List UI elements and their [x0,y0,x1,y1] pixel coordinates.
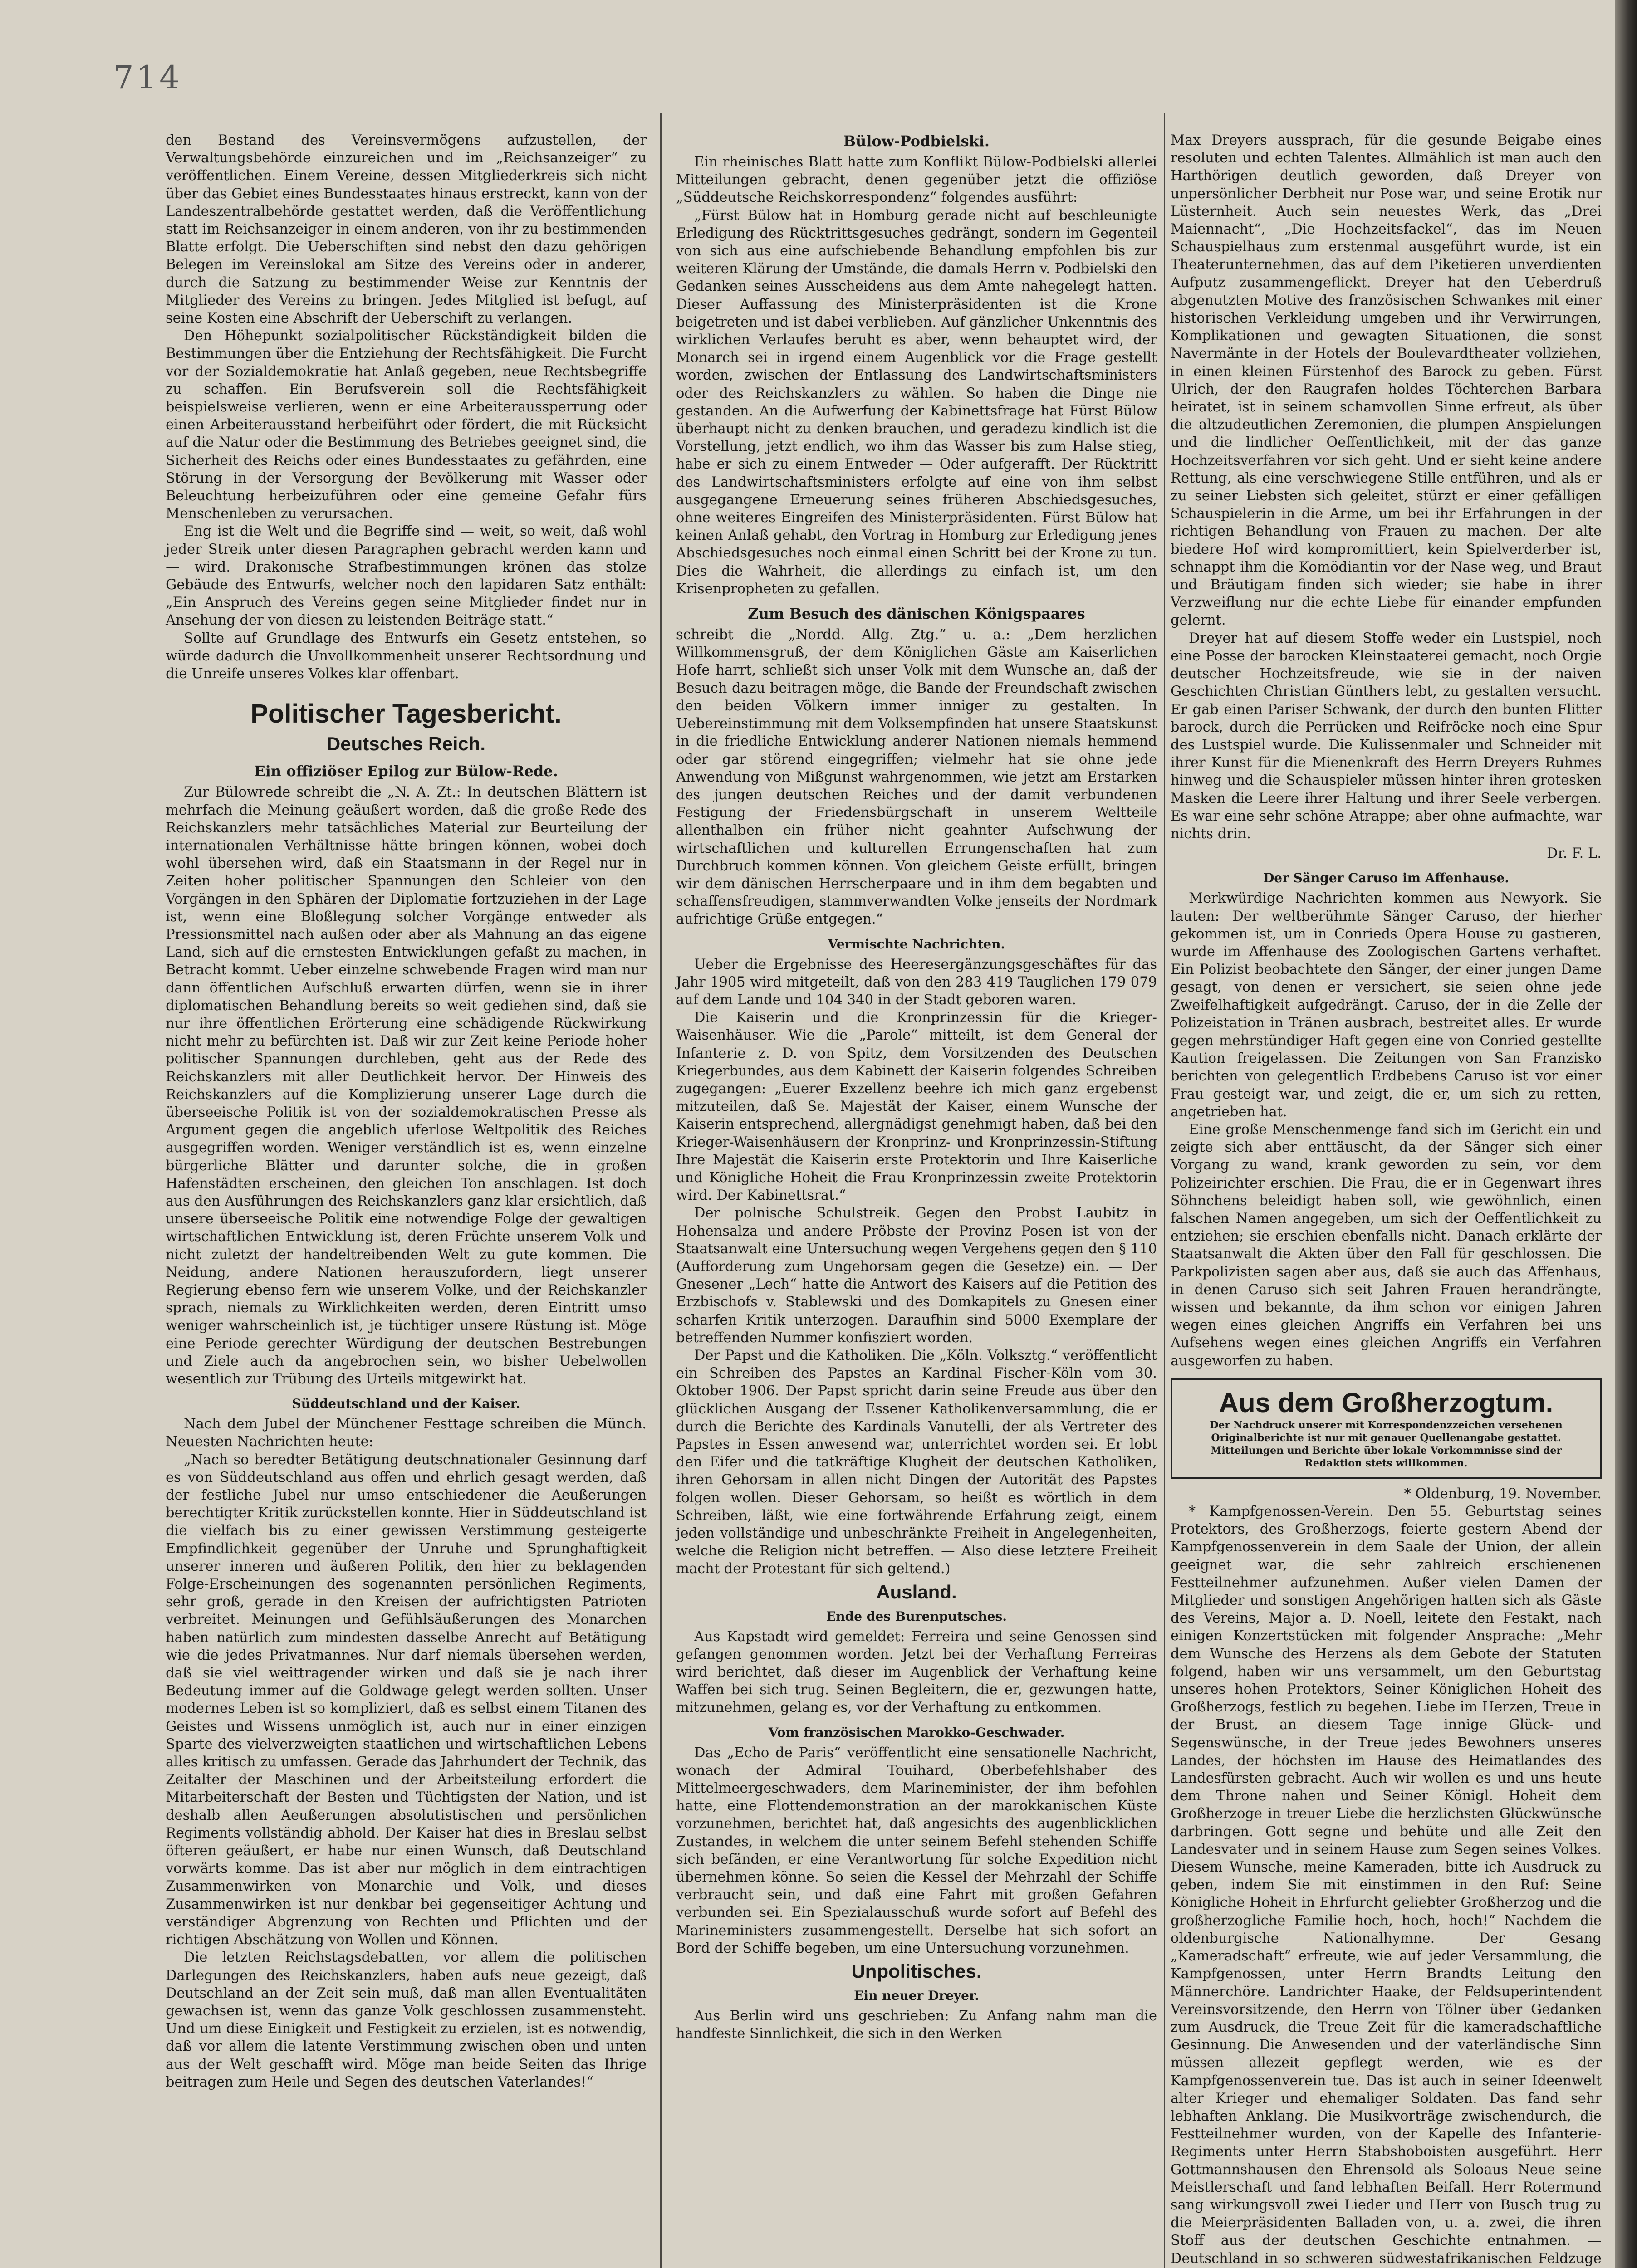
section-box [1171,1378,1602,1479]
section-heading: Ausland. [876,1581,957,1603]
article-paragraph: schreibt die „Nordd. Allg. Ztg.“ u. a.: „Dem herzlichen Willkommensgruß, der dem Königlichen Gäste am Kaiserlichen Hofe harrt, schließt sich unser Volk mit dem Wunsche an, daß der Besuch dazu beitragen möge, die Bande der Freundschaft zwischen den beiden Völkern immer inniger zu gestalten. In Uebereinstimmung mit dem Volksempfinden hat unsere Staatskunst in die friedliche Entwicklung anderer Nationen niemals hemmend oder gar störend eingegriffen; vielmehr hat sie ohne jede Anwendung von Mißgunst wahrgenommen, wie jetzt am Erstarken des jungen deutschen Reiches und der damit verbundenen Festigung der Friedensbürgschaft in unserem Weltteile allenthalben ein früher nicht geahnter Aufschwung der wirtschaftlichen und kulturellen Errungenschaften hat zum Durchbruch kommen können. Von gleichem Geiste erfüllt, bringen wir dem dänischen Herrscherpaare und in ihm dem begabten und schaffensfreudigen, stammverwandten Volke jenseits der Nordmark aufrichtige Grüße entgegen.“ [676,627,1157,928]
column-2 [676,132,1157,2043]
section-subheading: Deutsches Reich. [326,733,486,755]
article-paragraph: * Kampfgenossen-Verein. Den 55. Geburtstag seines Protektors, des Großherzogs, feierte gestern Abend der Kampfgenossenverein in dem Saale der Union, der allein geeignet war, die sehr zahlreich erschienenen Festteilnehmer aufzunehmen. Außer vielen Damen der Mitglieder und sonstigen Angehörigen hatten sich als Gäste des Vereins, Major a. D. Noell, leitete den Festakt, nach einigen Konzertstücken mit folgender Ansprache: „Mehr dem Wunsche des Herzens als dem Gebote der Statuten folgend, haben wir uns versammelt, um den Geburtstag unseres hohen Protektors, Seiner Königlichen Hoheit des Großherzogs, festlich zu begehen. Liebe im Herzen, Treue in der Brust, an diesem Tage innige Glück- und Segenswünsche, in der Treue jedes Bewohners unseres Landes, der höchsten im Hause des Heimatlandes des Landesfürsten gebracht. Auch wir wollen es und uns heute dem Throne nahen und Seiner Königl. Hoheit dem Großherzoge in treuer Liebe die herzlichsten Glückwünsche darbringen. Gott segne und behüte und alle Zeit den Landesvater und in seinem Hause zum Segen seines Volkes. Diesem Wunsche, meine Kameraden, bitte ich Ausdruck zu geben, indem Sie mit einstimmen in den Ruf: Seine Königliche Hoheit in Ehrfurcht geliebter Großherzog und die großherzogliche Familie hoch, hoch, hoch!“ Nachdem die oldenburgische Nationalhymne. Der Gesang „Kameradschaft“ erfreute, wie auf jeder Versammlung, die Kampfgenossen, unter Herrn Brandts Leitung den Männerchöre. Landrichter Haake, der Feldsuperintendent Vereinsvorsitzende, den Herrn von Tölner über Gedanken zum Ausdruck, die Treue Zeit für die kameradschaftliche Gesinnung. Die Anwesenden und der vaterländische Sinn müssen allezeit gepflegt werden, wie es der Kampfgenossenverein tue. Das ist auch in seiner Ideenwelt alter Krieger und ehemaliger Soldaten. Das fand sehr lebhaften Anklang. Die Musikvorträge zwischendurch, die Festteilnehmer wurden, von der Kapelle des Infanterie-Regiments unter Herrn Stabshoboisten ausgeführt. Herr Gottmannshausen den Ehrensold als Soloaus Neue seine Meistlerschaft und fand lebhaften Beifall. Herr Rotermund sang wirkungsvoll zwei Lieder und Herr von Busch trug zu die Meierpräsidenten Balladen von, u. a. zwei, die ihren Stoff aus der deutschen Geschichte entnahmen. — Deutschland in so schweren südwestafrikanischen Feldzuge [1171,1504,1602,2267]
column-1 [166,132,647,2091]
article-paragraph: Max Dreyers aussprach, für die gesunde Beigabe eines resoluten und echten Talentes. Allmählich ist man auch den Harthörigen deutlich geworden, daß Dreyer von unpersönlicher Derbheit nur Pose war, und seine Erotik nur Lüsternheit. Auch sein neuestes Werk, das „Drei Maiennacht“, „Die Hochzeitsfackel“, das im Neuen Schauspielhaus zum erstenmal ausgeführt wurde, ist ein Theaterunternehmen, das auf dem Piketieren unverdienten Aufputz zusammengeflickt. Dreyer hat den Ueberdruß abgenutzten Motive des französischen Schwankes mit einer historischen Verkleidung umgeben und ihr Verwirrungen, Komplikationen und gewagten Situationen, die sonst Navermänte in der Hotels der Boulevardtheater vollziehen, in einen kleinen Fürstenhof des Barock zu geben. Fürst Ulrich, der den Raugrafen holdes Töchterchen Barbara heiratet, ist in seinem schamvollen Sinne erfreut, als über die altzudeutlichen Zeremonien, die plumpen Anspielungen und die lindlicher Oeffentlichkeit, mit der das ganze Hochzeitsverfahren vor sich geht. Und er sieht keine andere Rettung, als eine verschwiegene Stille entführen, und als er zu seiner Liebsten sich geleitet, stürzt er einer gefälligen Schauspielerin in die Arme, um bei ihr Erfahrungen in der richtigen Behandlung von Frauen zu machen. Der alte biedere Hof wird kompromittiert, kein Spielverderber ist, schnappt ihm die Komödiantin vor der Nase weg, und Braut und Bräutigam finden sich wieder; sie habe in ihrer Verzweiflung nur die echte Liebe für einander empfunden gelernt. [1171,132,1602,629]
article-paragraph: Das „Echo de Paris“ veröffentlicht eine sensationelle Nachricht, wonach der Admiral Touihard, Oberbefehlshaber des Mittelmeergeschwaders, dem Marineminister, der ihm befohlen hatte, eine Flottendemonstration an der marokkanischen Küste vorzunehmen, berichtet hat, daß angesichts des augenblicklichen Zustandes, in welchem die unter seinem Befehl stehenden Schiffe sich befänden, er eine Verantwortung für solche Expedition nicht übernehmen könne. So seien die Kessel der Mehrzahl der Schiffe verbraucht sein, und daß eine Fahrt mit großen Gefahren verbunden sei. Ein Spezialausschuß wurde sofort auf Befehl des Marineministers zusammengestellt. Derselbe hat sich sofort an Bord der Schiffe begeben, um eine Untersuchung vorzunehmen. [676,1745,1157,1956]
article-paragraph: Den Höhepunkt sozialpolitischer Rückständigkeit bilden die Bestimmungen über die Entziehung der Rechtsfähigkeit. Die Furcht vor der Sozialdemokratie hat Anlaß gegeben, neue Rechtsbegriffe zu schaffen. Ein Berufsverein soll die Rechtsfähigkeit beispielsweise verlieren, wenn er eine Arbeiteraussperrung oder einen Arbeiterausstand herbeiführt oder fördert, die mit Rücksicht auf die Natur oder die Bestimmung des Betriebes geeignet sind, die Sicherheit des Reichs oder eines Bundesstaates zu gefährden, eine Störung in der Versorgung der Bevölkerung mit Wasser oder Beleuchtung herbeizuführen oder eine gemeine Gefahr fürs Menschenleben zu verursachen. [166,328,647,522]
article-paragraph: Die letzten Reichstagsdebatten, vor allem die politischen Darlegungen des Reichskanzlers, haben aufs neue gezeigt, daß Deutschland an der Zeit sein muß, daß man allen Eventualitäten gewachsen ist, wenn das ganze Volk geschlossen zusammensteht. Und um diese Einigkeit und Festigkeit zu erzielen, ist es notwendig, daß vor allem die latente Verstimmung zwischen oben und unten aus der Welt geschafft wird. Möge man beide Seiten das Ihrige beitragen zum Heile und Segen des deutschen Vaterlandes!“ [166,1950,647,2090]
article-paragraph: Eng ist die Welt und die Begriffe sind — weit, so weit, daß wohl jeder Streik unter diesen Paragraphen gebracht werden kann und — wird. Drakonische Strafbestimmungen krönen das stolze Gebäude des Entwurfs, welcher noch den lapidaren Satz enthält: „Ein Anspruch des Vereins gegen seine Mitglieder findet nur in Ansehung der von diesen zu leistenden Beiträge statt.“ [166,523,647,629]
article-paragraph: Der Papst und die Katholiken. Die „Köln. Volksztg.“ veröffentlicht ein Schreiben des Papstes an Kardinal Fischer-Köln vom 30. Oktober 1906. Der Papst spricht darin seine Freude aus über den glücklichen Ausgang der Essener Katholikenversammlung, die er durch die Berichte des Kardinals Vanutelli, der als Vertreter des Papstes in Essen anwesend war, unterrichtet worden sei. Er lobt den Eifer und die tatkräftige Klugheit der deutschen Katholiken, ihren Gehorsam in allen nicht Dingen der Autorität des Papstes folgen wollen. Dieser Gehorsam, so heißt es wörtlich in dem Schreiben, läßt, wie eine fortwährende Erfahrung zeigt, einem jeden vollständige und unbeschränkte Freiheit in Angelegenheiten, welche die Religion nicht betreffen. — Also diese letztere Freiheit macht der Protestant für sich geltend.) [676,1348,1157,1577]
author-signature: Dr. F. L. [1547,846,1602,862]
article-paragraph: Sollte auf Grundlage des Entwurfs ein Gesetz entstehen, so würde dadurch die Unvollkommenheit unserer Rechtsordnung und die Unreife unseres Volkes klar offenbart. [166,630,647,682]
article-paragraph: „Fürst Bülow hat in Homburg gerade nicht auf beschleunigte Erledigung des Rücktrittsgesuches gedrängt, sondern im Gegenteil von sich aus eine aufschiebende Behandlung empfohlen bis zur weiteren Klärung der Umstände, die damals Herrn v. Podbielski den Gedanken seines Ausscheidens aus dem Amte nahegelegt hatten. Dieser Auffassung des Ministerpräsidenten ist die Krone beigetreten und ist dabei verblieben. Auf gänzlicher Unkenntnis des wirklichen Verlaufes beruht es aber, wenn behauptet wird, der Monarch sei in irgend einem Augenblick vor die Frage gestellt worden, zwischen der Entlassung des Landwirtschaftsministers oder des Reichskanzlers zu wählen. So haben die Dinge nie gestanden. An die Aufwerfung der Kabinettsfrage hat Fürst Bülow überhaupt nicht zu denken brauchen, und geradezu kindlich ist die Vorstellung, jetzt endlich, wo ihm das Wasser bis zum Halse stieg, habe er sich zu einem Entweder — Oder aufgerafft. Der Rücktritt des Landwirtschaftsministers erfolgte auf eine von ihm selbst ausgegangene Erneuerung seines früheren Abschiedsgesuches, ohne weiteres Eingreifen des Ministerpräsidenten. Fürst Bülow hat keinen Anlaß gehabt, den Vortrag in Homburg zur Erledigung jenes Abschiedsgesuches noch einmal einen Schritt bei der Krone zu tun. Dies die Wahrheit, die allerdings zu einfach ist, um den Krisenpropheten zu gefallen. [676,207,1157,597]
article-paragraph: Aus Berlin wird uns geschrieben: Zu Anfang nahm man die handfeste Sinnlichkeit, die sich in den Werken [676,2008,1157,2042]
article-paragraph: Ueber die Ergebnisse des Heeresergänzungsgeschäftes für das Jahr 1905 wird mitgeteilt, daß von den 283 419 Tauglichen 179 079 auf dem Lande und 104 340 in der Stadt geboren waren. [676,956,1157,1008]
book-spine [1615,0,1637,2268]
article-paragraph: Aus Kapstadt wird gemeldet: Ferreira und seine Genossen sind gefangen genommen worden. Jetzt bei der Verhaftung Ferreiras wird berichtet, daß dieser im Augenblick der Verhaftung keine Waffen bei sich trug. Seinen Begleitern, die er, gezwungen hatte, mitzunehmen, gelang es, vor der Verhaftung zu entkommen. [676,1628,1157,1716]
article-heading: Vom französischen Marokko-Geschwader. [768,1725,1065,1740]
article-heading: Der Sänger Caruso im Affenhause. [1263,870,1509,886]
article-paragraph: Die Kaiserin und die Kronprinzessin für die Krieger-Waisenhäuser. Wie die „Parole“ mitteilt, ist dem General der Infanterie z. D. von Spitz, dem Vorsitzenden des Deutschen Kriegerbundes, aus dem Kabinett der Kaiserin folgendes Schreiben zugegangen: „Euerer Exzellenz beehre ich mich ganz ergebenst mitzuteilen, daß Se. Majestät der Kaiser, einem Wunsche der Kaiserin entsprechend, allergnädigst genehmigt haben, daß bei den Krieger-Waisenhäusern der Kronprinz- und Kronprinzessin-Stiftung Ihre Majestät die Kaiserin erste Protektorin und Ihre Kaiserliche und Königliche Hoheit die Frau Kronprinzessin zweite Protektorin wird. Der Kabinettsrat.“ [676,1010,1157,1204]
section-box-title: Aus dem Großherzogtum. [1219,1387,1554,1418]
article-paragraph: „Nach so beredter Betätigung deutschnationaler Gesinnung darf es von Süddeutschland aus offen und ehrlich gesagt werden, daß der festliche Jubel nur umso entschiedener die Aeußerungen berechtigter Kritik zurückstellen konnte. Hier in Süddeutschland ist die vielfach bis zu einer gewissen Verstimmung gesteigerte Empfindlichkeit gegenüber der Unruhe und Sprunghaftigkeit unserer inneren und äußeren Politik, den hier zu beklagenden Folge-Erscheinungen des sogenannten persönlichen Regiments, sehr groß, gerade in den Kreisen der aufrichtigsten Patrioten verbreitet. Meinungen und Gefühlsäußerungen des Monarchen haben natürlich zum mindesten dasselbe Anrecht auf Betätigung wie die jedes Privatmannes. Nur darf niemals übersehen werden, daß sie viel weittragender wirken und daß sie je nach ihrer Bedeutung immer auf die Goldwage gelegt werden sollten. Unser modernes Leben ist so kompliziert, daß es selbst einem Titanen des Geistes und Wissens unmöglich ist, auch nur in einer einzigen Sparte des vielverzweigten staatlichen und wirtschaftlichen Lebens alles kritisch zu umfassen. Gerade das Jahrhundert der Technik, das Zeitalter der Maschinen und der Arbeitsteilung erfordert die Mitarbeiterschaft der Besten und Tüchtigsten der Nation, und ist deshalb allen Aeußerungen absolutistischen und persönlichen Regiments vollständig abhold. Der Kaiser hat dies in Breslau selbst öfteren geäußert, er habe nur einen Wunsch, daß Deutschland vorwärts komme. Das ist aber nur möglich in dem eintrachtigen Zusammenwirken von Monarchie und Volk, und dieses Zusammenwirken ist nur denkbar bei gegenseitiger Achtung und verständiger Abgrenzung von Rechten und Pflichten und der richtigen Abschätzung von Wollen und Können. [166,1452,647,1948]
article-heading: Ende des Burenputsches. [826,1608,1007,1624]
article-paragraph: Zur Bülowrede schreibt die „N. A. Zt.: In deutschen Blättern ist mehrfach die Meinung geäußert worden, daß die große Rede des Reichskanzlers mehr tatsächliches Material zur Beurteilung der internationalen Verhältnisse hätte bringen können, wobei doch wohl übersehen wird, daß ein Staatsmann in der Regel nur in Zeiten hoher politischer Spannungen den Schleier von den Vorgängen in den Sphären der Diplomatie fortzuziehen in der Lage ist, wenn eine Bloßlegung solcher Vorgänge entweder als Pressionsmittel nach außen oder aber als Mahnung an das eigene Land, sich auf die ernstesten Entwicklungen gefaßt zu machen, in Betracht kommt. Ueber einzelne schwebende Fragen wird man nur dann öffentlichen Aufschluß erwarten dürfen, wenn sie in ihrer diplomatischen Behandlung bereits so weit gediehen sind, daß sie nur ihre öffentlichen Erörterung eine schädigende Rückwirkung nicht mehr zu befürchten ist. Daß wir zur Zeit keine Periode hoher politischer Spannungen durchleben, geht aus der Rede des Reichskanzlers mit aller Deutlichkeit hervor. Der Hinweis des Reichskanzlers auf die Komplizierung unserer Lage durch die überseeische Politik ist von der sozialdemokratischen Presse als Argument gegen die angeblich uferlose Weltpolitik des Reiches ausgegriffen worden. Weniger verständlich ist es, wenn einzelne bürgerliche Blätter und darunter solche, die in großen Hafenstädten erscheinen, den gleichen Ton anschlagen. Ist doch aus den Ausführungen des Reichskanzlers ganz klar ersichtlich, daß unsere überseeische Politik eine notwendige Folge der gewaltigen wirtschaftlichen Entwicklung ist, deren Früchte unserem Volk und nicht zuletzt der handeltreibenden Welt zu gute kommen. Die Neidung, andere Nationen herauszufordern, liegt unserer Regierung ebenso fern wie unserem Volke, und der Reichskanzler sprach, niemals zu Wirklichkeiten werden, deren Eintritt umso weniger wahrscheinlich ist, je tüchtiger unsere Rüstung ist. Möge eine Periode gerechter Würdigung der deutschen Bestrebungen und Ziele auch da angebrochen sein, wo bisher Uebelwollen wesentlich zur Trübung des Urteils mitgewirkt hat. [166,784,647,1387]
article-paragraph: Nach dem Jubel der Münchener Festtage schreiben die Münch. Neuesten Nachrichten heute: [166,1416,647,1450]
article-paragraph: Dreyer hat auf diesem Stoffe weder ein Lustspiel, noch eine Posse der barocken Kleinstaaterei gemacht, noch Orgie deutscher Hochzeitsfreude, wie sie in der naiven Geschichten Christian Günthers lebt, zu gestalten versucht. Er gab einen Pariser Schwank, der durch den bunten Flitter barock, durch die Perrücken und Reifröcke noch eine Spur des Lustspiel wurde. Die Kulissenmaler und Schneider mit ihrer Kunst für die Mienenkraft des Herrn Dreyers Ruhmes hinweg und die Schauspieler müssen hinter ihren grotesken Masken die Leere ihrer Haltung und ihrer Seele verbergen. Es war eine sehr schöne Atrappe; aber ohne aufmachte, war nichts drin. [1171,630,1602,842]
article-paragraph: Ein rheinisches Blatt hatte zum Konflikt Bülow-Podbielski allerlei Mitteilungen gebracht, denen gegenüber jetzt die offiziöse „Süddeutsche Reichskorrespondenz“ folgendes ausführt: [676,154,1157,206]
article-paragraph: Eine große Menschenmenge fand sich im Gericht ein und zeigte sich aber enttäuscht, da der Sänger sich einer Vorgang zu wand, krank geworden zu sein, vor dem Polizeirichter erschien. Die Frau, die er in Gegenwart ihres Söhnchens beleidigt haben soll, wie gewöhnlich, einen falschen Namen angegeben, um sich der Oeffentlichkeit zu entziehen; sie erschien ebenfalls nicht. Danach erklärte der Staatsanwalt die Akten über den Fall für geschlossen. Die Parkpolizisten sagen aber aus, daß sie auch das Affenhaus, in denen Caruso sich seit Jahren Frauen herandrängte, wissen und bekannte, da ihm schon vor einigen Jahren wegen eines gleichen Angriffs ein Verfahren bei uns Aufsehens wegen eines gleichen Angriffs ein Verfahren ausgeworfen zu haben. [1171,1121,1602,1369]
dateline: * Oldenburg, 19. November. [1404,1486,1602,1502]
page-number: 714 [113,59,182,96]
article-paragraph: Der polnische Schulstreik. Gegen den Probst Laubitz in Hohensalza und andere Pröbste der Provinz Posen ist von der Staatsanwalt eine Untersuchung wegen Vergehens gegen den § 110 (Aufforderung zum Ungehorsam gegen die Gesetze) ein. — Der Gnesener „Lech“ hatte die Antwort des Kaisers auf die Petition des Erzbischofs v. Stablewski und des Domkapitels zu Gnesen einer scharfen Kritik unterzogen. Daraufhin sind 5000 Exemplare der betreffenden Nummer konfisziert worden. [676,1205,1157,1346]
column-rule-left [660,113,662,2268]
article-paragraph: Merkwürdige Nachrichten kommen aus Newyork. Sie lauten: Der weltberühmte Sänger Caruso, der hierher gekommen ist, um in Conrieds Opera House zu gastieren, wurde im Affenhause des Zoologischen Gartens verhaftet. Ein Polizist beobachtete den Sänger, der einer jungen Dame gesagt, von denen er versichert, sie seien ohne jede Zweifelhaftigkeit aufgedrängt. Caruso, der in die Zelle der Polizeistation in Tränen ausbrach, bestreitet alles. Er wurde gegen mehrstündiger Haft gegen eine von Conried gestellte Kaution freigelassen. Die Zeitungen von San Franzisko berichten von gelegentlich Erdbebens Caruso ist vor einer Frau gesteigt war, und zeigt, die er, um sich zu retten, angetrieben hat. [1171,890,1602,1120]
column-rule-right [1164,113,1165,2268]
section-heading: Politischer Tagesbericht. [250,699,562,729]
article-heading: Bülow-Podbielski. [843,132,990,150]
article-heading: Ein offiziöser Epilog zur Bülow-Rede. [254,763,558,780]
article-heading: Zum Besuch des dänischen Königspaares [748,605,1085,623]
column-3 [1171,132,1602,2268]
article-heading: Süddeutschland und der Kaiser. [292,1396,520,1412]
article-paragraph: den Bestand des Vereinsvermögens aufzustellen, der Verwaltungsbehörde einzureichen und im „Reichsanzeiger“ zu veröffentlichen. Einem Vereine, dessen Mitgliederkreis sich nicht über das Gebiet eines Bundesstaates hinaus erstreckt, kann von der Landeszentralbehörde gestattet werden, daß die Veröffentlichung statt im Reichsanzeiger in einem anderen, von ihr zu bestimmenden Blatte erfolgt. Die Ueberschiften sind nebst den dazu gehörigen Belegen im Vereinslokal am Sitze des Vereins oder in anderer, durch die Satzung zu bestimmender Weise zur Kenntnis der Mitglieder des Vereins zu bringen. Jedes Mitglied ist befugt, auf seine Kosten eine Abschrift der Ueberschift zu verlangen. [166,132,647,327]
article-heading: Vermischte Nachrichten. [828,936,1005,952]
section-heading: Unpolitisches. [851,1960,982,1982]
article-heading: Ein neuer Dreyer. [854,1988,979,2004]
section-box-note: Der Nachdruck unserer mit Korrespondenzzeichen versehenen Originalberichte ist nur mit genauer Quellenangabe gestattet. Mitteilungen und Berichte über lokale Vorkommnisse sind der Redaktion stets willkommen. [1210,1419,1563,1469]
